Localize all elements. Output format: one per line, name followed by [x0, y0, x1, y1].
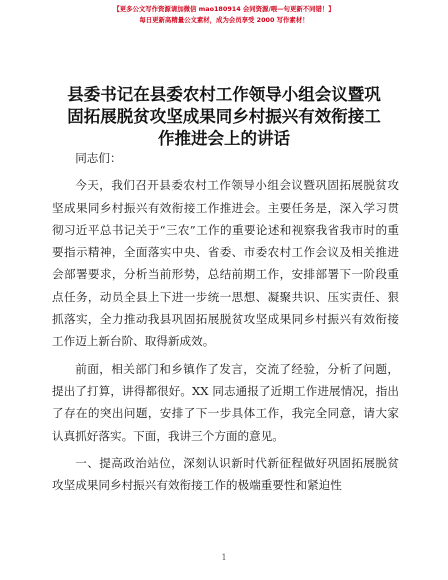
page-number: 1: [221, 553, 227, 562]
paragraph: 前面，相关部门和乡镇作了发言，交流了经验，分析了问题，提出了打算，讲得都很好。XX 同志通报了近期工作进展情况，指出了存在的突出问题，安排了下一步具体工作，我完全同意，请大家认真抓好落实。下面，我讲三个方面的意见。: [52, 361, 399, 443]
section-heading: 一、提高政治站位，深刻认识新时代新征程做好巩固拓展脱贫攻坚成果同乡村振兴有效衔接工作的极端重要性和紧迫性: [52, 455, 399, 493]
header-banner-line2: 每日更新高精量公文素材，成为会员享受 2000 写作素材！: [139, 16, 309, 24]
document-title: 县委书记在县委农村工作领导小组会议暨巩固拓展脱贫攻坚成果同乡村振兴有效衔接工作推进会上的讲话: [67, 85, 381, 148]
salutation: 同志们：: [75, 151, 122, 165]
document-body: [52, 147, 399, 496]
header-banner-line1: 【更多公文写作资源请加微信 mao180914 会同资源/喂—句更新不同错！】: [113, 5, 335, 13]
paragraph: 今天，我们召开县委农村工作领导小组会议暨巩固拓展脱贫攻坚成果同乡村振兴有效衔接工作推进会。主要任务是，深入学习贯彻习近平总书记关于“三农”工作的重要论述和视察我省我市时的重要指示精神，全面落实中央、省委、市委农村工作会议及相关推进会部署要求，分析当前形势，总结前期工作，安排部署下一阶段重点任务，动员全县上下进一步统一思想、凝聚共识、压实责任、狠抓落实，全力推动我县巩固拓展脱贫攻坚成果同乡村振兴有效衔接工作迈上新台阶、取得新成效。: [52, 178, 399, 349]
